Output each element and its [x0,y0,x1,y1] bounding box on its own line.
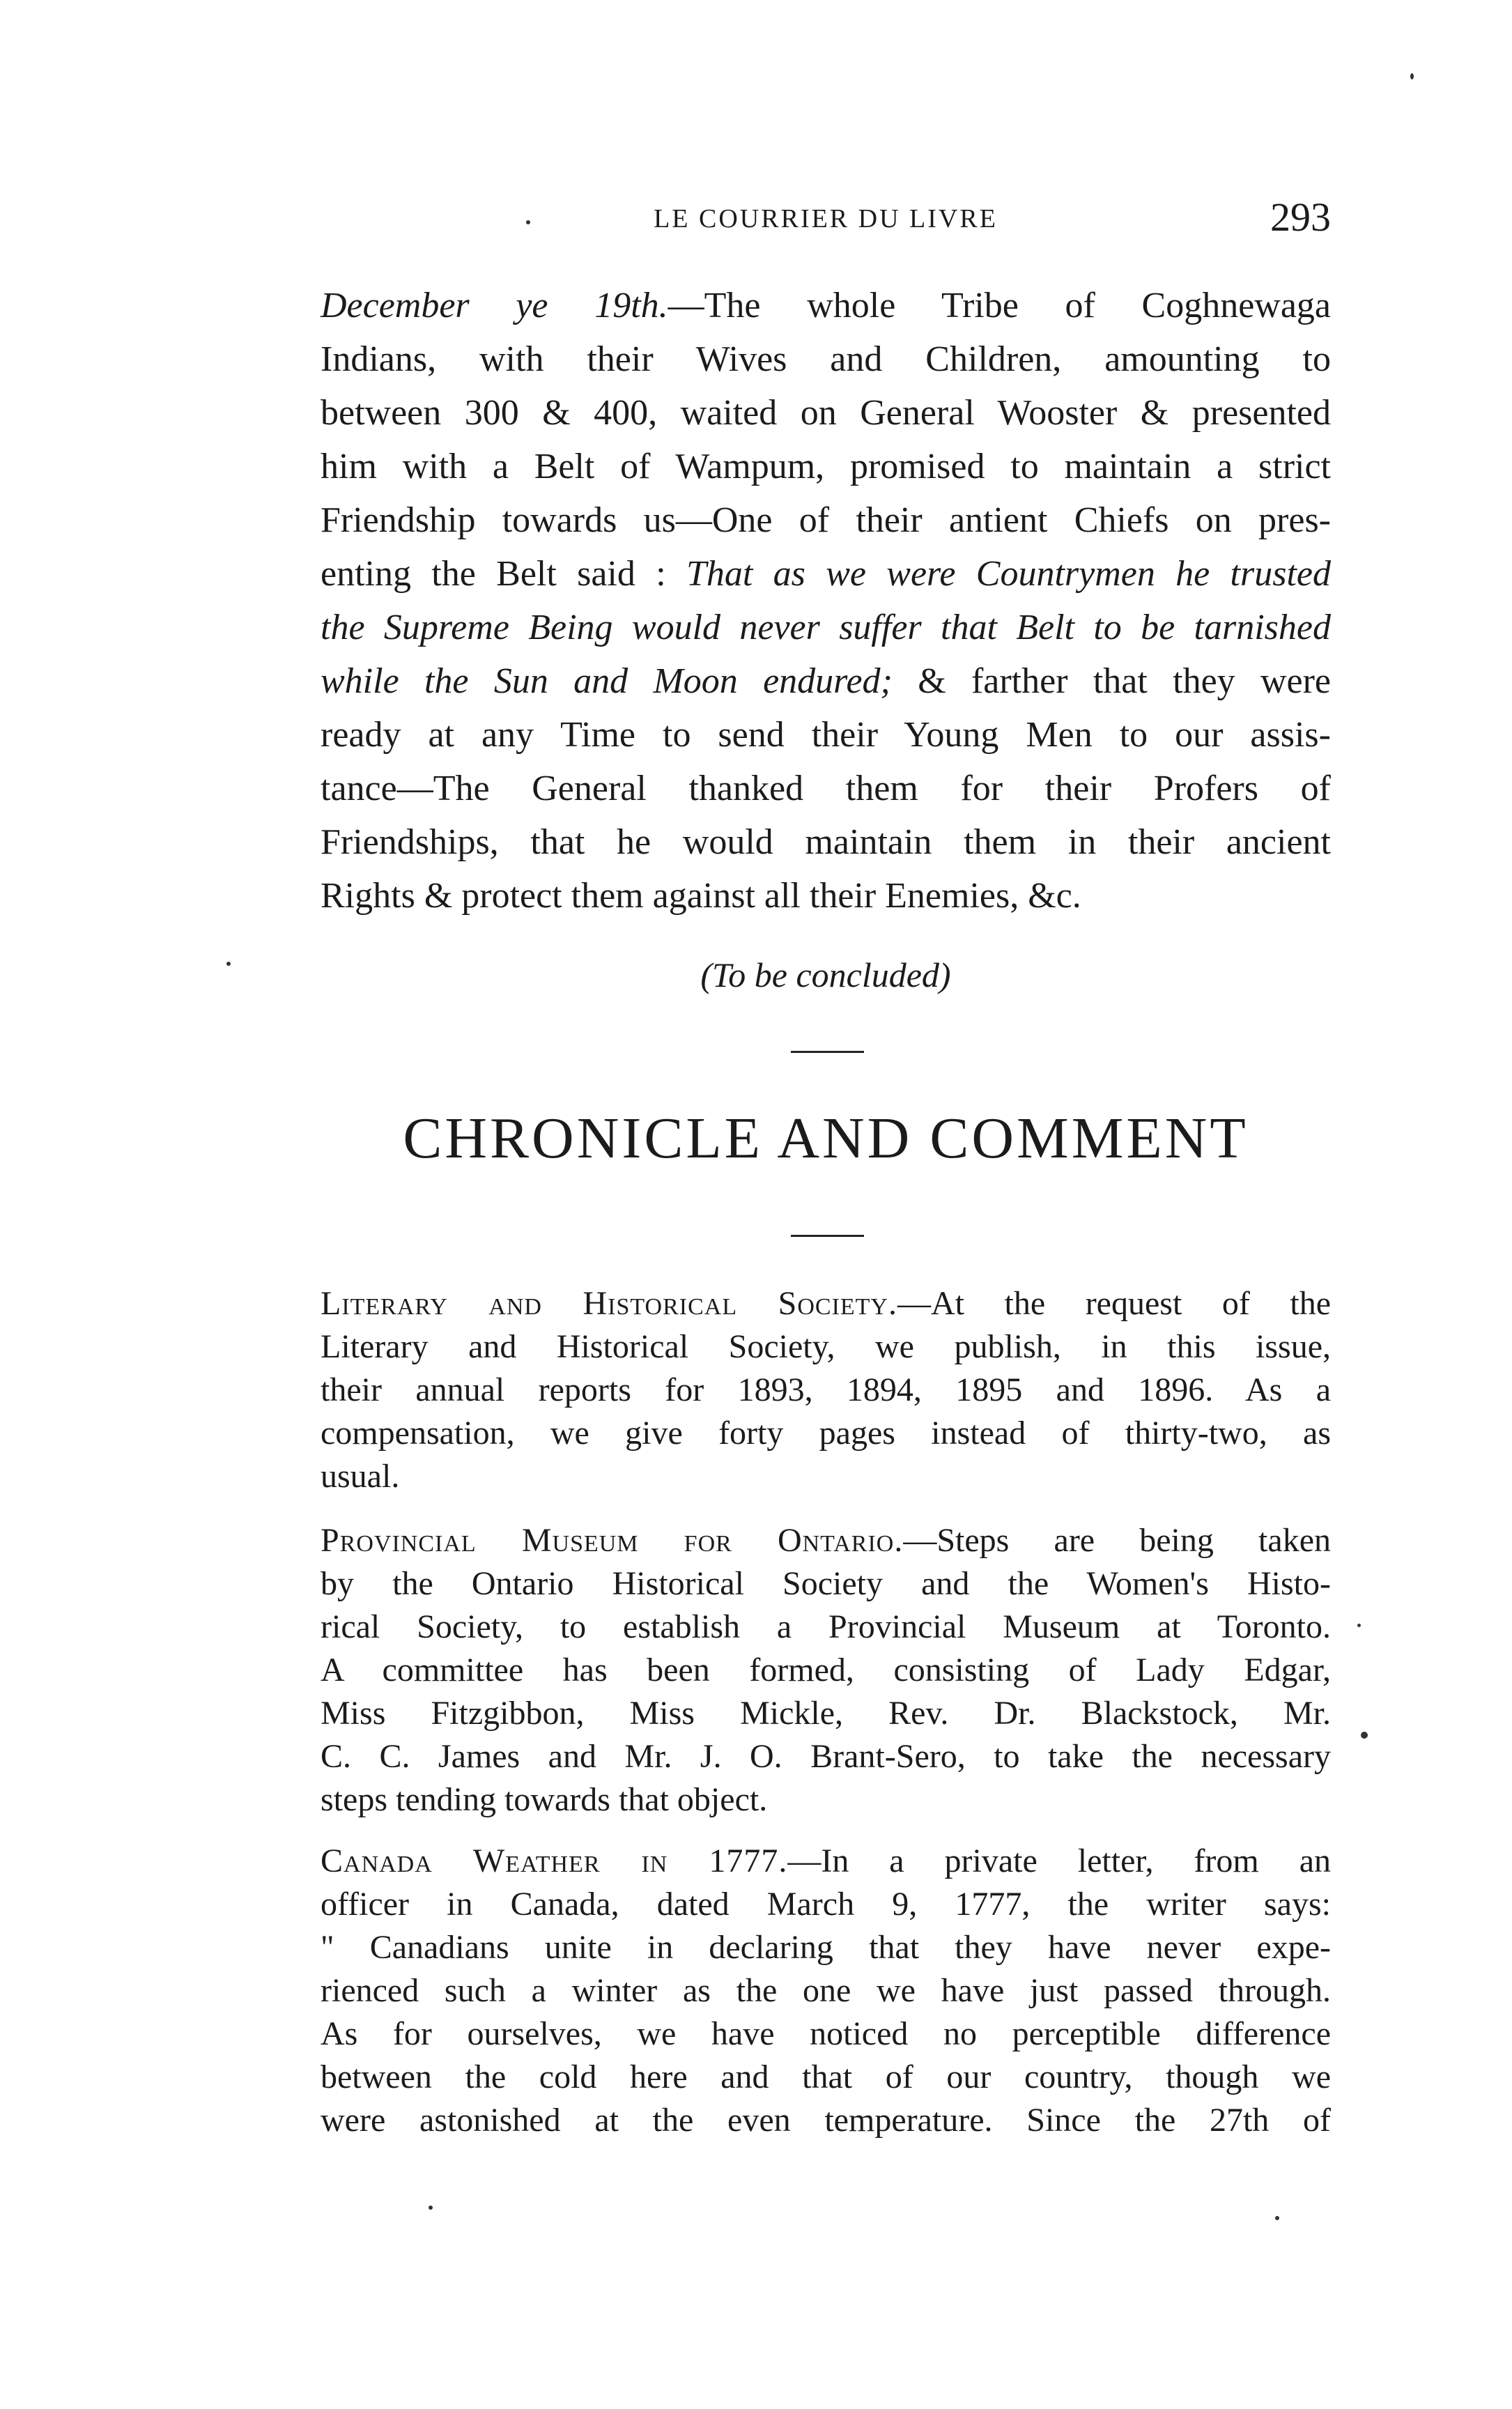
item-line: rical Society, to establish a Provincial Museum at Toronto. [321,1608,1331,1645]
item-line [321,1840,1331,1883]
entry-line: ready at any Time to send their Young Men to our assis- [321,715,1331,755]
chronicle-item [321,1840,1331,2142]
item-line: steps tending towards that object. [321,1781,768,1818]
entry-line: Friendship towards us—One of their antient Chiefs on pres- [321,500,1331,540]
entry-line: between 300 & 400, waited on General Wooster & presented [321,393,1331,433]
item-line: C. C. James and Mr. J. O. Brant-Sero, to take the necessary [321,1738,1331,1775]
item-line: Literary and Historical Society, we publish, in this issue, [321,1328,1331,1365]
entry-line-text: enting the Belt said : [321,554,686,594]
item-line-text: —Steps are being taken [903,1522,1331,1559]
running-title: LE COURRIER DU LIVRE [654,204,998,233]
entry-line-text: —The whole Tribe of Coghnewaga [668,286,1331,325]
entry-line: Rights & protect them against all their Enemies, &c. [321,876,1081,916]
running-header [321,194,1331,245]
item-line-text: —In a private letter, from an [787,1842,1332,1879]
chronicle-item [321,1519,1331,1822]
section-title: CHRONICLE AND COMMENT [403,1106,1249,1171]
entry-quote: while the Sun and Moon endured; [321,661,893,701]
page-number: 293 [1270,194,1331,240]
item-line: by the Ontario Historical Society and the Women's Histo- [321,1565,1331,1602]
chronicle-item [321,1282,1331,1498]
item-line [321,1282,1331,1325]
item-line: As for ourselves, we have noticed no perceptible difference [321,2015,1331,2052]
print-speck [226,962,231,966]
item-heading: Canada Weather in 1777. [321,1842,788,1879]
print-speck [1275,2216,1279,2220]
entry-date: December ye 19th. [321,286,668,325]
section-rule-bottom [791,1235,864,1237]
item-heading: Literary and Historical Society. [321,1285,897,1322]
item-line: A committee has been formed, consisting of Lady Edgar, [321,1652,1331,1688]
item-line: were astonished at the even temperature. Since the 27th of [321,2102,1331,2139]
print-speck [1410,73,1414,79]
item-line: Miss Fitzgibbon, Miss Mickle, Rev. Dr. Blackstock, Mr. [321,1695,1331,1732]
item-line: compensation, we give forty pages instead of thirty-two, as [321,1415,1331,1452]
to-be-concluded-note: (To be concluded) [700,955,951,994]
print-speck [526,220,530,224]
entry-line: Indians, with their Wives and Children, amounting to [321,339,1331,379]
print-speck [429,2206,433,2210]
item-line [321,1519,1331,1562]
entry-line: tance—The General thanked them for their Profers of [321,769,1331,808]
diary-entry [321,279,1331,923]
entry-line [321,601,1331,654]
entry-quote: the Supreme Being would never suffer that Belt to be tarnished [321,608,1331,647]
item-line: officer in Canada, dated March 9, 1777, the writer says: [321,1886,1331,1923]
entry-line [321,654,1331,708]
print-speck [1357,1624,1361,1627]
item-line: between the cold here and that of our country, though we [321,2058,1331,2095]
item-line: " Canadians unite in declaring that they have never expe- [321,1929,1331,1966]
entry-line: Friendships, that he would maintain them in their ancient [321,822,1331,862]
item-line: their annual reports for 1893, 1894, 1895 and 1896. As a [321,1371,1331,1408]
entry-line: him with a Belt of Wampum, promised to maintain a strict [321,447,1331,486]
item-line: usual. [321,1458,400,1495]
item-line-text: —At the request of the [897,1285,1332,1322]
entry-line [321,279,1331,332]
item-heading: Provincial Museum for Ontario. [321,1522,904,1559]
entry-line-text: & farther that they were [892,661,1331,701]
print-speck [1361,1732,1368,1739]
entry-quote: That as we were Countrymen he trusted [686,554,1332,594]
section-rule-top [791,1051,864,1053]
item-line: rienced such a winter as the one we have just passed through. [321,1972,1331,2009]
entry-line [321,547,1331,601]
